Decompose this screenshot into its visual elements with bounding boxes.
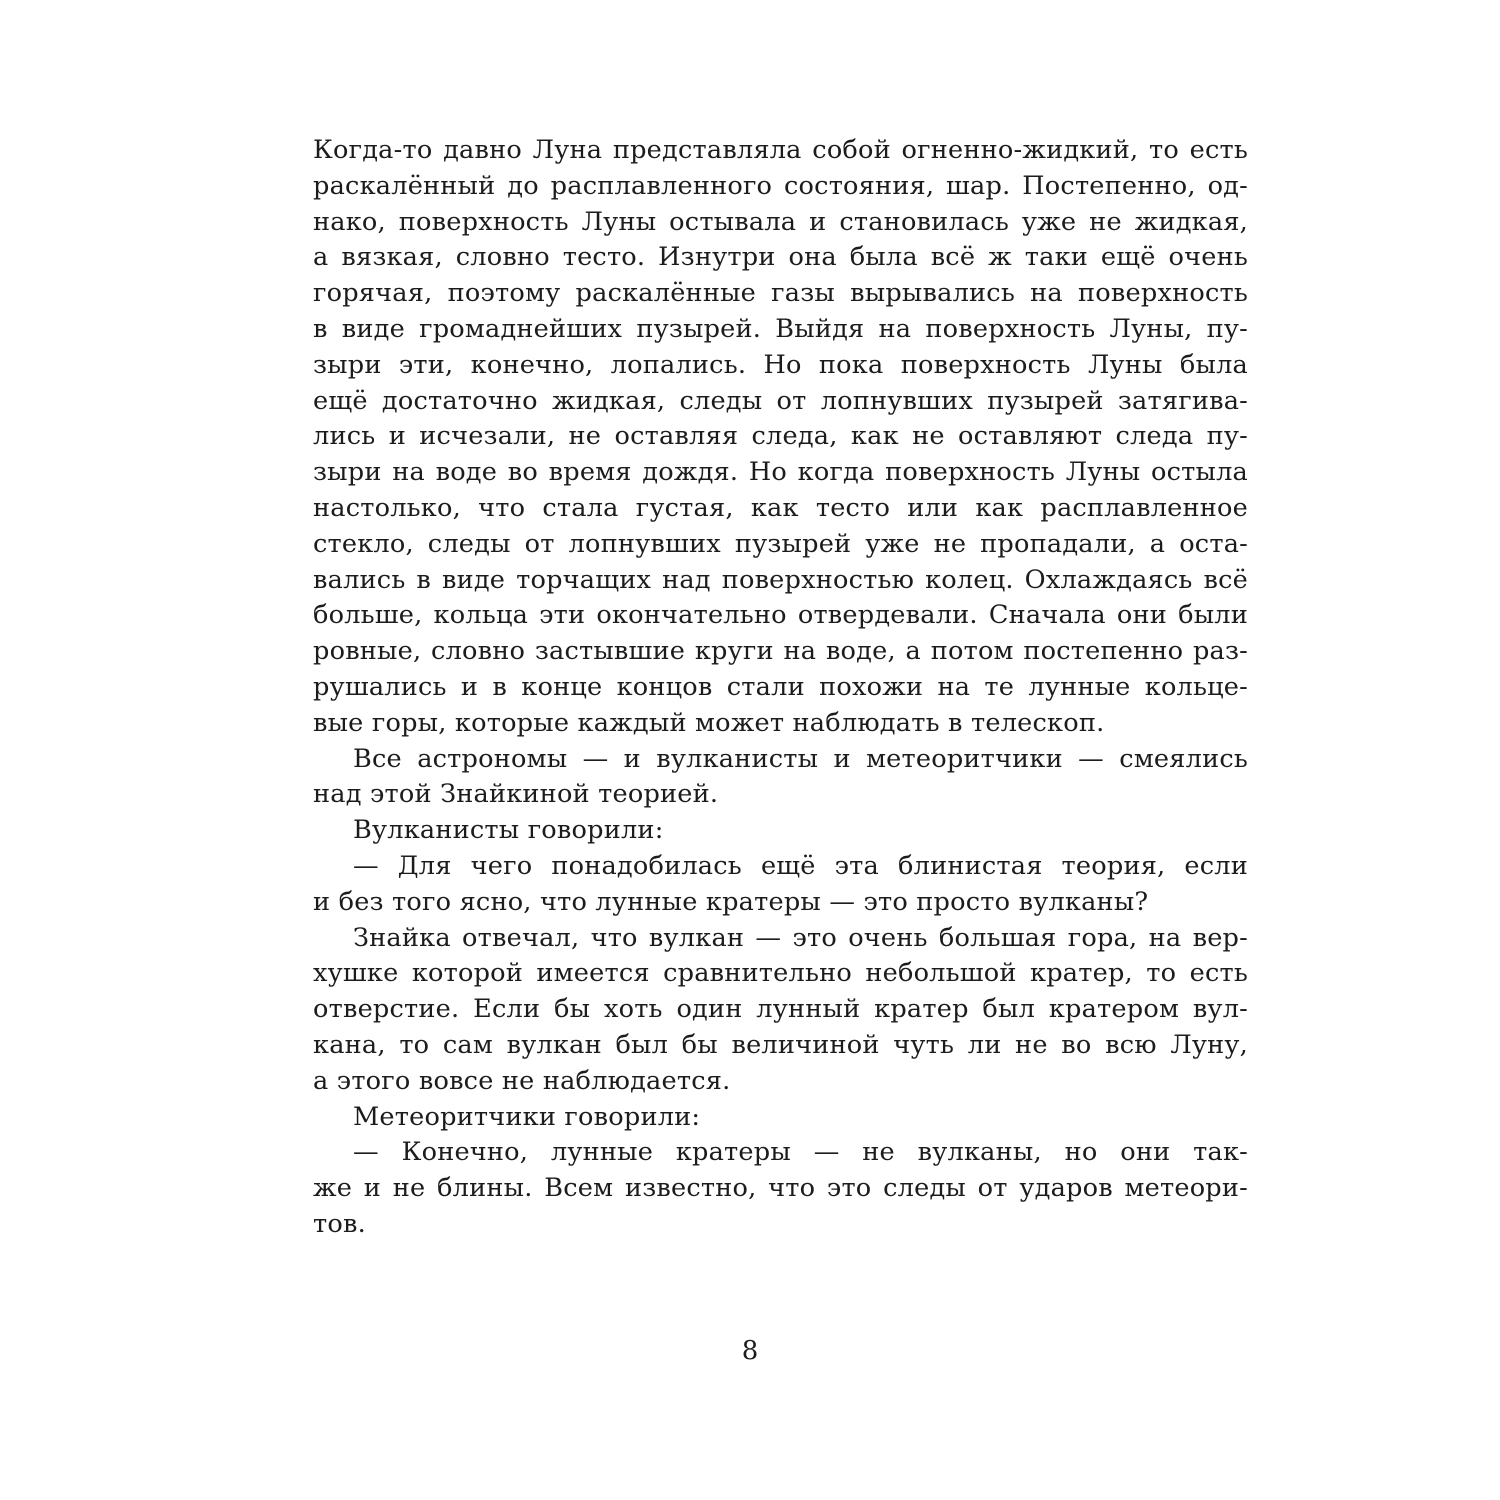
text-line: Все астрономы — и вулканисты и метеоритчики — смеялись <box>353 743 1248 774</box>
text-line: Знайка отвечал, что вулкан — это очень большая гора, на вер- <box>353 922 1248 953</box>
text-line: больше, кольца эти окончательно отвердевали. Сначала они были <box>313 600 1248 631</box>
text-line: стекло, следы от лопнувших пузырей уже не пропадали, а оста- <box>313 528 1248 559</box>
text-line: раскалённый до расплавленного состояния, шар. Постепенно, од- <box>313 170 1248 201</box>
text-line: — Конечно, лунные кратеры — не вулканы, но они так- <box>353 1137 1248 1168</box>
page-number: 8 <box>741 1336 759 1366</box>
text-line: над этой Знайкиной теорией. <box>313 779 719 810</box>
text-line: отверстие. Если бы хоть один лунный кратер был кратером вул- <box>313 994 1248 1025</box>
text-line: в виде громаднейших пузырей. Выйдя на поверхность Луны, пу- <box>313 313 1248 344</box>
text-line: лись и исчезали, не оставляя следа, как не оставляют следа пу- <box>313 421 1248 452</box>
text-line: ещё достаточно жидкая, следы от лопнувших пузырей затягива- <box>313 385 1248 416</box>
text-line: хушке которой имеется сравнительно небольшой кратер, то есть <box>313 958 1248 989</box>
text-line: а вязкая, словно тесто. Изнутри она была всё ж таки ещё очень <box>313 242 1248 273</box>
text-line: кана, то сам вулкан был бы величиной чуть ли не во всю Луну, <box>313 1029 1248 1060</box>
text-line: ровные, словно застывшие круги на воде, а потом постепенно раз- <box>313 636 1248 667</box>
text-line: Когда-то давно Луна представляла собой огненно-жидкий, то есть <box>313 135 1248 165</box>
text-line: вые горы, которые каждый может наблюдать в телескоп. <box>313 707 1105 738</box>
text-line: же и не блины. Всем известно, что это следы от ударов метеори- <box>313 1173 1248 1204</box>
text-line: Вулканисты говорили: <box>353 815 664 846</box>
text-line: — Для чего понадобилась ещё эта блинистая теория, если <box>353 850 1248 881</box>
text-line: настолько, что стала густая, как тесто или как расплавленное <box>313 492 1248 523</box>
text-line: тов. <box>313 1208 366 1239</box>
body-text <box>313 133 1248 1243</box>
text-line: а этого вовсе не наблюдается. <box>313 1065 731 1096</box>
text-line: горячая, поэтому раскалённые газы вырывались на поверхность <box>313 278 1248 309</box>
text-line: зыри на воде во время дождя. Но когда поверхность Луны остыла <box>313 457 1248 488</box>
text-line: нако, поверхность Луны остывала и становилась уже не жидкая, <box>313 206 1248 237</box>
text-line: Метеоритчики говорили: <box>353 1101 701 1132</box>
text-line: рушались и в конце концов стали похожи на те лунные кольце- <box>313 671 1248 702</box>
text-line: зыри эти, конечно, лопались. Но пока поверхность Луны была <box>313 349 1248 380</box>
text-line: и без того ясно, что лунные кратеры — это просто вулканы? <box>313 886 1149 917</box>
text-line: вались в виде торчащих над поверхностью колец. Охлаждаясь всё <box>313 564 1248 595</box>
